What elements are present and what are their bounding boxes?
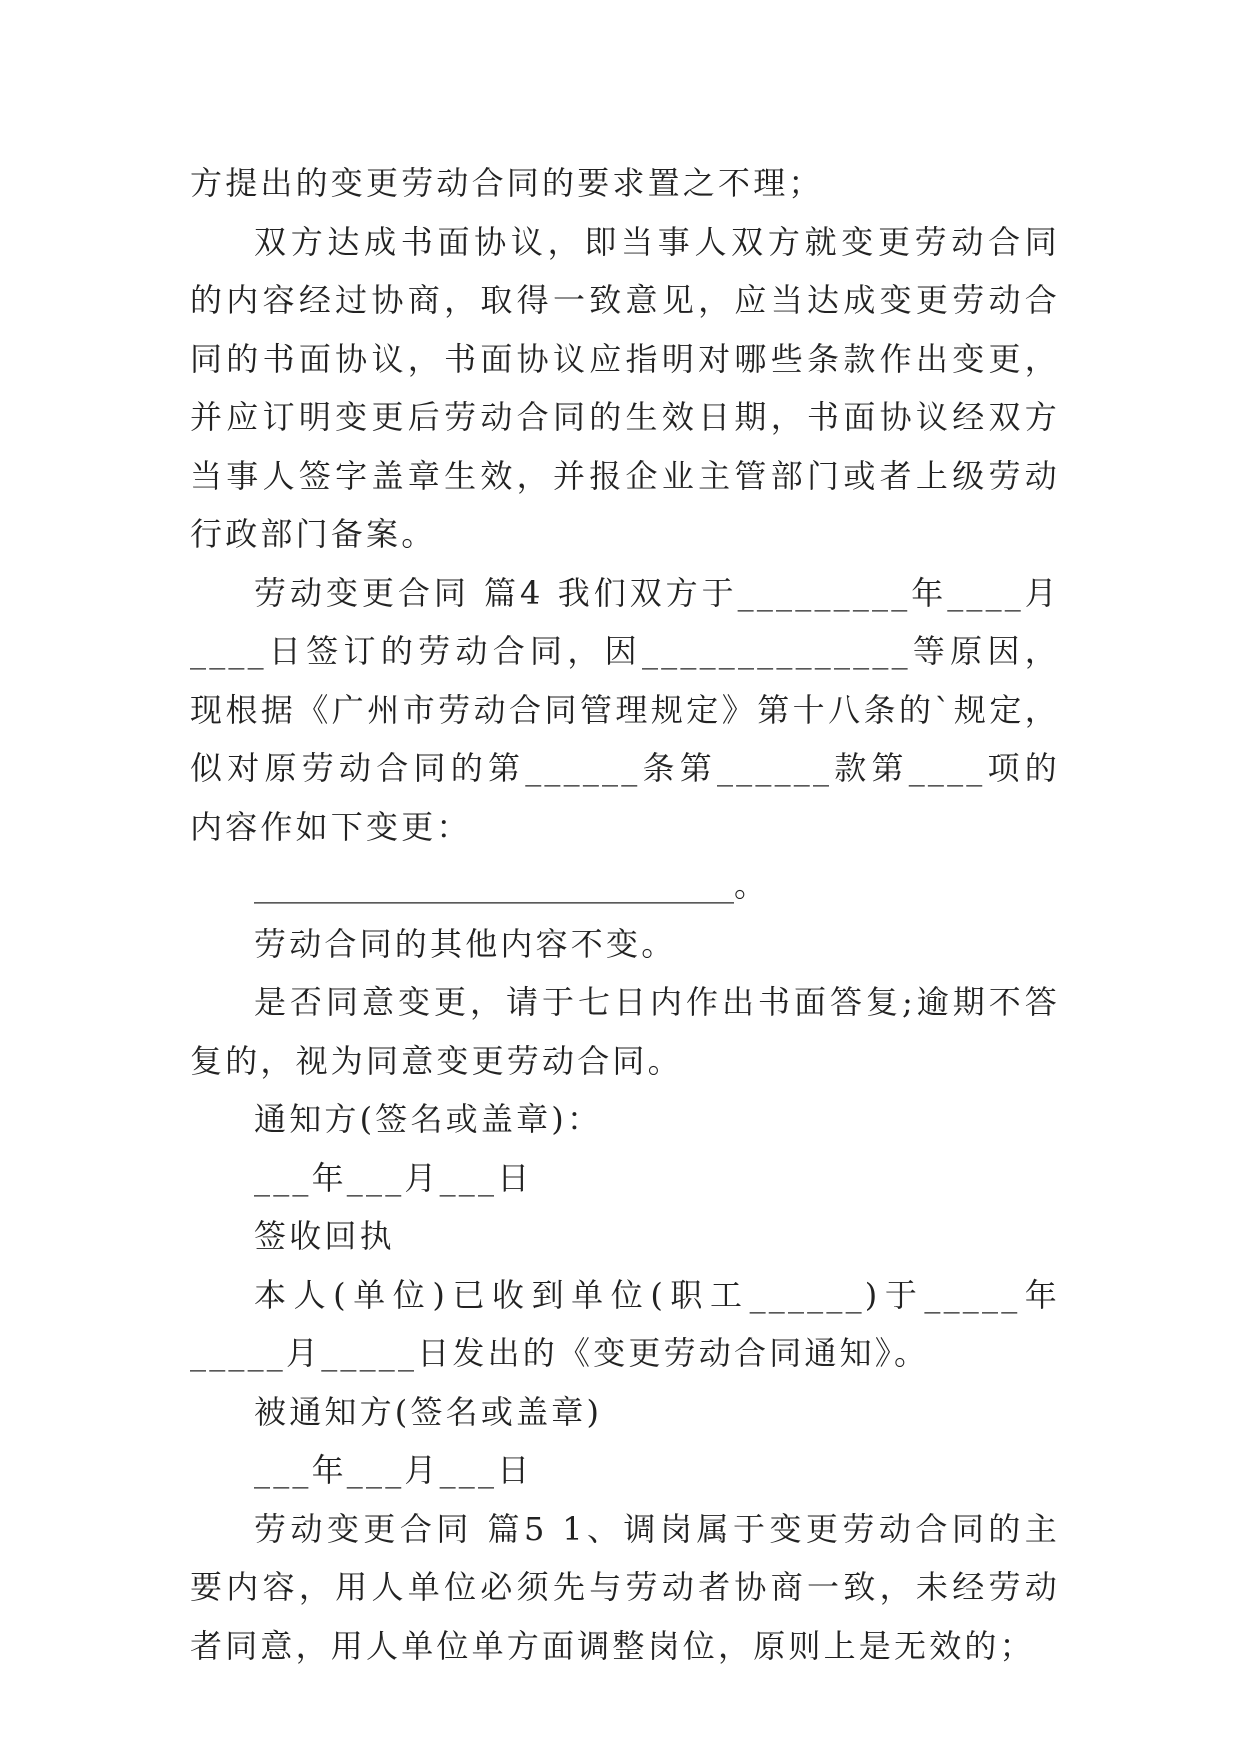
paragraph-section-5: 劳动变更合同 篇5 1、调岗属于变更劳动合同的主要内容，用人单位必须先与劳动者协商一致，未经劳动者同意，用人单位单方面调整岗位，原则上是无效的； xyxy=(190,1509,1060,1665)
recipient-date-line: ___年___月___日 xyxy=(254,1451,533,1489)
paragraph-other-content: 劳动合同的其他内容不变。 xyxy=(254,924,677,963)
notifier-date-line: ___年___月___日 xyxy=(254,1158,533,1197)
receipt-title: 签收回执 xyxy=(254,1217,395,1255)
paragraph-2: 双方达成书面协议，即当事人双方就变更劳动合同的内容经过协商，取得一致意见，应当达成变更劳动合同的书面协议，书面协议应指明对哪些条款作出变更，并应订明变更后劳动合同的生效日期，书面协议经双方当事人签字盖章生效，并报企业主管部门或者上级劳动行政部门备案。 xyxy=(190,222,1060,553)
document-page xyxy=(190,154,1060,1675)
notifier-signature-label: 通知方(签名或盖章)： xyxy=(254,1100,603,1138)
paragraph-blank-line: ______________________________。 xyxy=(254,866,767,904)
paragraph-1: 方提出的变更劳动合同的要求置之不理； xyxy=(190,164,824,202)
recipient-signature-label: 被通知方(签名或盖章) xyxy=(254,1392,603,1431)
paragraph-3-section-4: 劳动变更合同 篇4 我们双方于_________年____月____日签订的劳动合同，因______________等原因，现根据《广州市劳动合同管理规定》第十八条的`规定，似对原劳动合同的第______条第______款第____项的内容作如下变更： xyxy=(190,573,1060,846)
receipt-statement: 本人(单位)已收到单位(职工______)于_____年_____月_____日发出的《变更劳动合同通知》。 xyxy=(190,1275,1060,1372)
paragraph-reply-request: 是否同意变更，请于七日内作出书面答复;逾期不答复的，视为同意变更劳动合同。 xyxy=(190,983,1060,1080)
